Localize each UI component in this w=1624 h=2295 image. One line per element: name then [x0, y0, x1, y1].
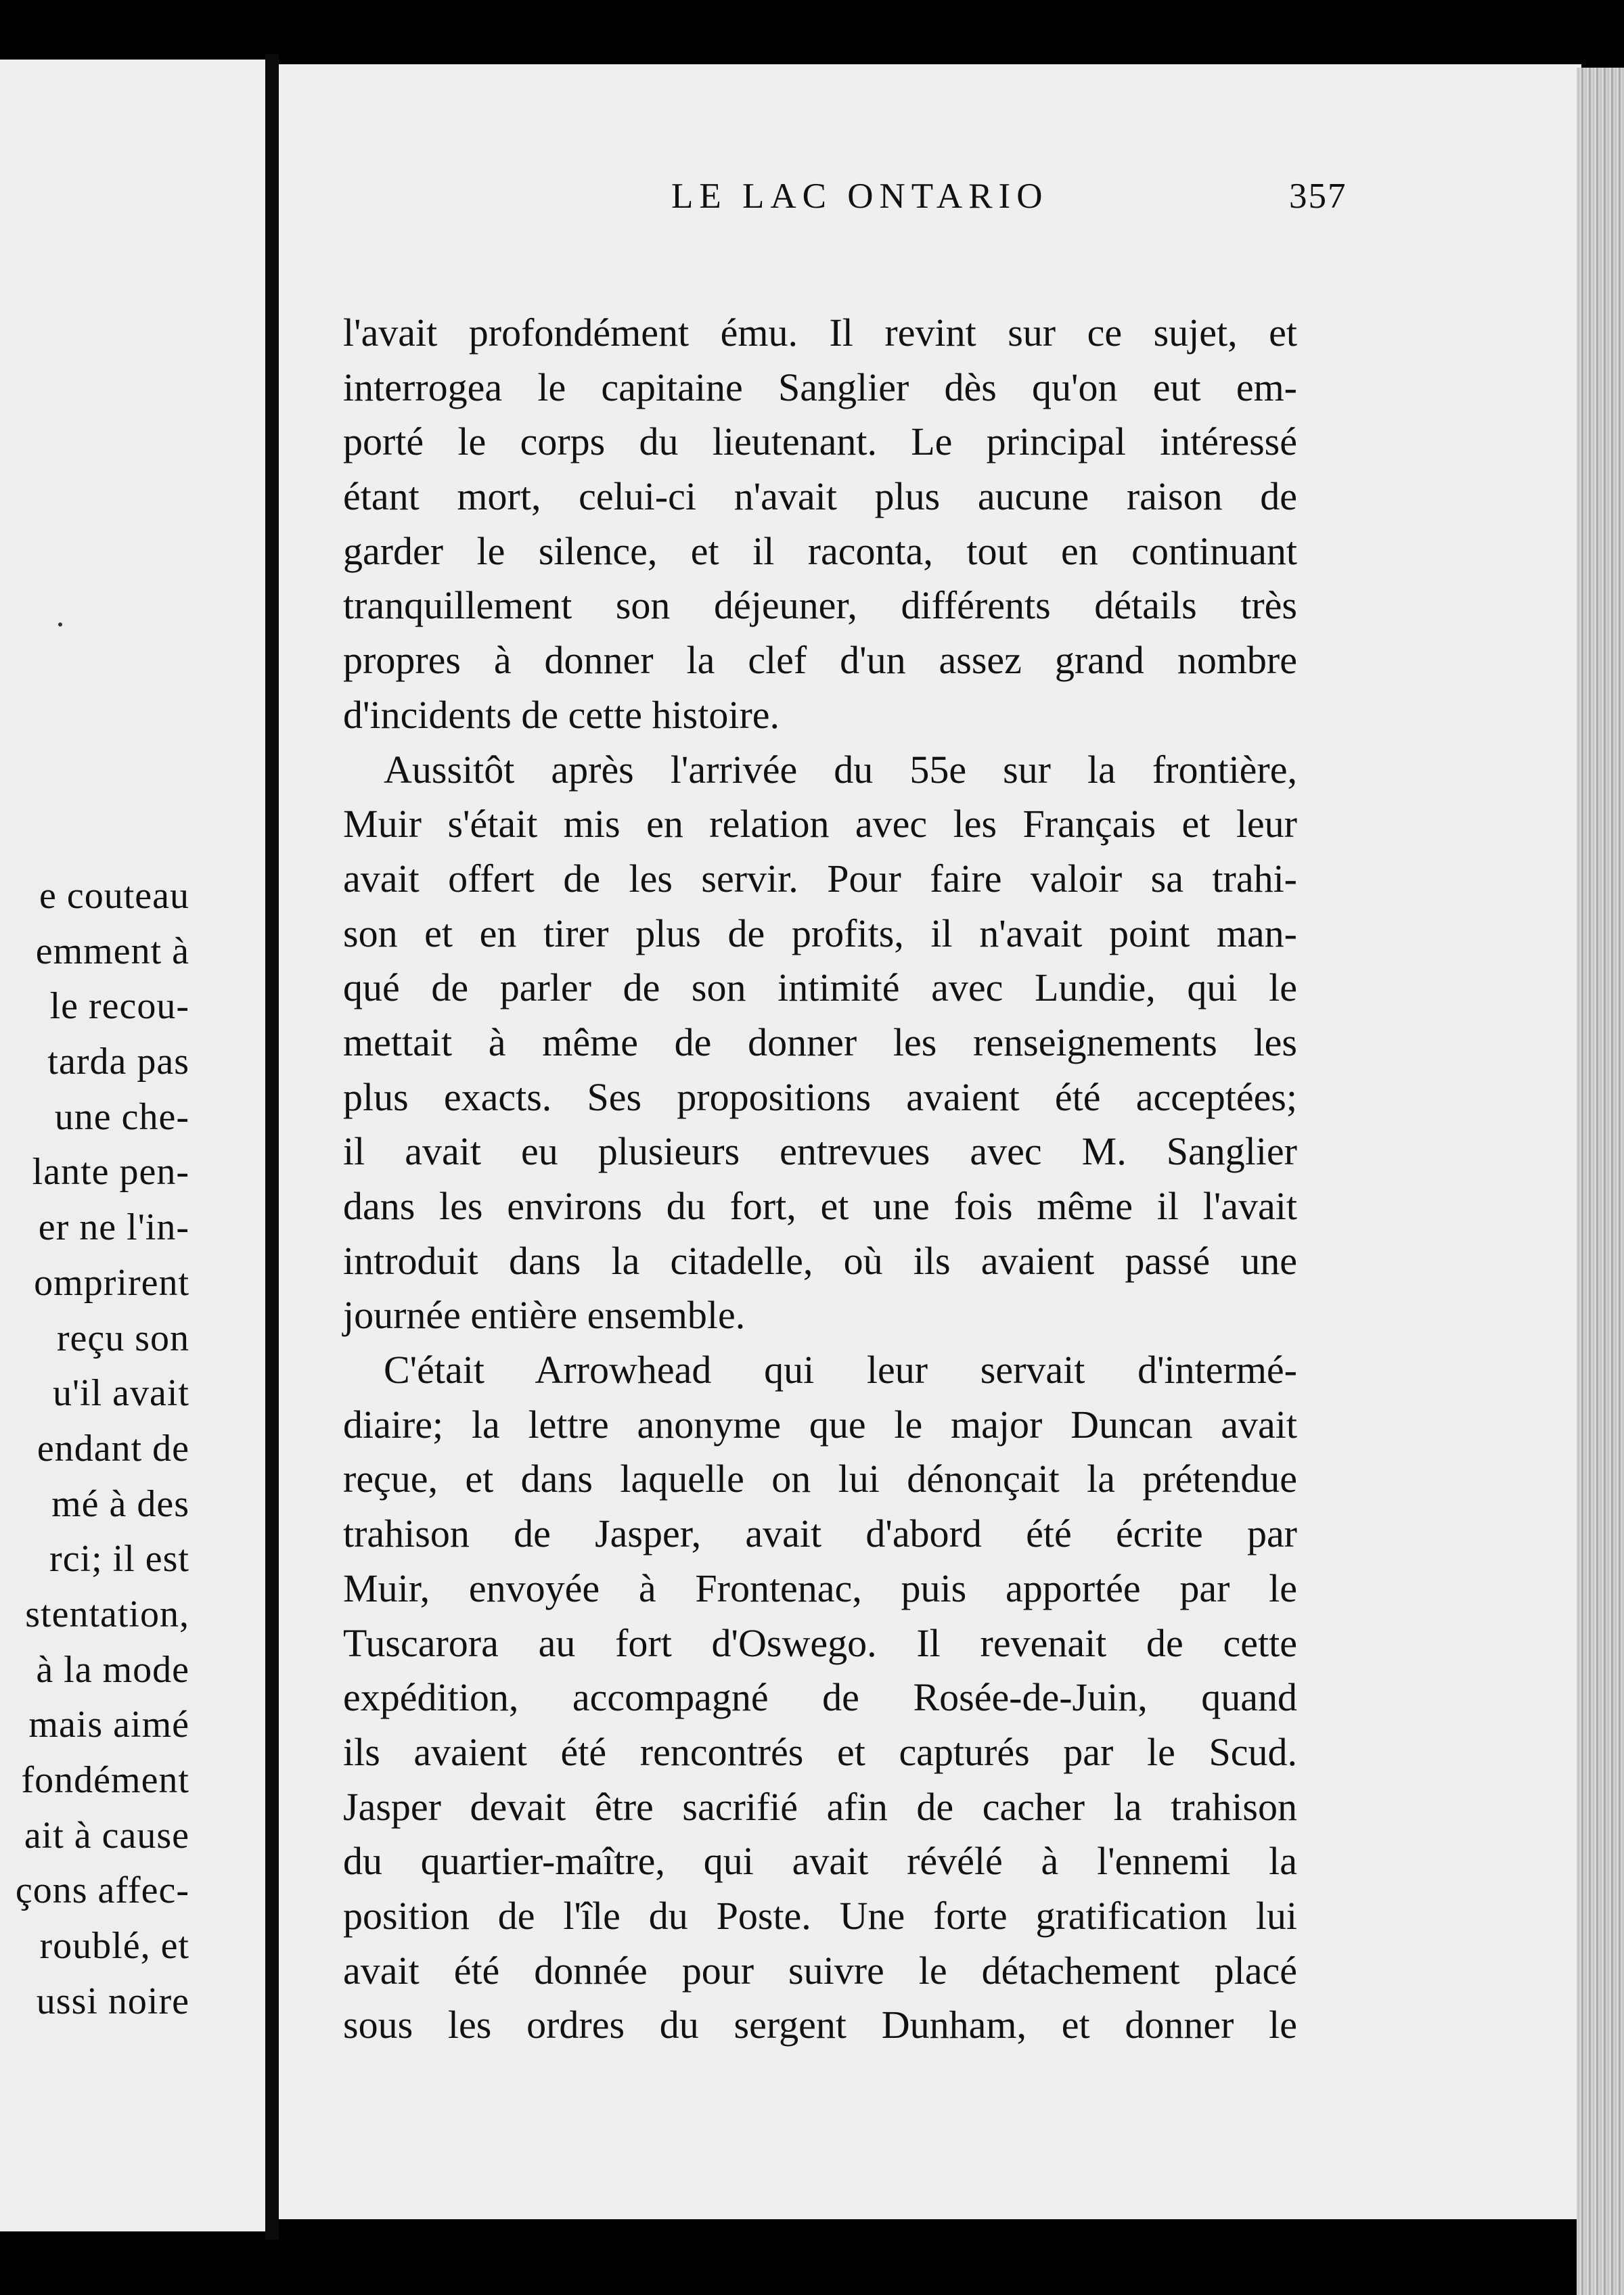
text-line: interrogea le capitaine Sanglier dès qu'on eut em-: [343, 365, 1297, 409]
page-number: 357: [1289, 177, 1347, 216]
text-line: tranquillement son déjeuner, différents détails très: [343, 583, 1297, 628]
text-line: emment à: [35, 930, 189, 972]
text-line: il avait eu plusieurs entrevues avec M. Sanglier: [343, 1129, 1297, 1174]
text-line: ussi noire: [36, 1980, 189, 2022]
text-line: reçu son: [56, 1317, 189, 1359]
text-line: le recou-: [49, 985, 189, 1028]
text-line: journée entière ensemble.: [343, 1293, 746, 1338]
text-line: ait à cause: [24, 1814, 189, 1857]
text-line: mais aimé: [28, 1704, 189, 1746]
text-line: ils avaient été rencontrés et capturés par le Scud.: [343, 1729, 1297, 1774]
text-line: Muir s'était mis en relation avec les Français et leur: [343, 802, 1297, 846]
text-line: du quartier-maître, qui avait révélé à l'ennemi la: [343, 1839, 1297, 1884]
text-line: Muir, envoyée à Frontenac, puis apportée par le: [343, 1566, 1297, 1610]
text-line: à la mode: [36, 1648, 189, 1691]
page-body: [343, 306, 1297, 2053]
running-header: [279, 166, 1581, 227]
previous-page-text: [0, 869, 189, 2029]
text-line: Jasper devait être sacrifié afin de cacher la trahison: [343, 1784, 1297, 1829]
text-line: stentation,: [25, 1593, 189, 1635]
text-line: introduit dans la citadelle, où ils avaient passé une: [343, 1238, 1297, 1283]
text-line: dans les environs du fort, et une fois même il l'avait: [343, 1184, 1297, 1228]
text-line: lante pen-: [32, 1151, 189, 1194]
text-line: Tuscarora au fort d'Oswego. Il revenait de cette: [343, 1620, 1297, 1665]
text-line: sous les ordres du sergent Dunham, et donner le: [343, 2003, 1297, 2047]
text-line: propres à donner la clef d'un assez grand nombre: [343, 638, 1297, 683]
text-line: u'il avait: [52, 1372, 189, 1415]
text-line: expédition, accompagné de Rosée-de-Juin, quand: [343, 1675, 1297, 1720]
text-line: reçue, et dans laquelle on lui dénonçait la prétendue: [343, 1457, 1297, 1501]
text-line: avait été donnée pour suivre le détachement placé: [343, 1948, 1297, 1993]
text-line: roublé, et: [39, 1925, 189, 1968]
text-line: qué de parler de son intimité avec Lundie, qui le: [343, 965, 1297, 1010]
text-line: garder le silence, et il raconta, tout en continuant: [343, 528, 1297, 573]
running-title: LE LAC ONTARIO: [671, 177, 1049, 216]
text-line: rci; il est: [49, 1538, 189, 1581]
text-line: tarda pas: [47, 1041, 189, 1083]
text-line: e couteau: [39, 875, 189, 917]
text-line: trahison de Jasper, avait d'abord été écrite par: [343, 1512, 1297, 1556]
text-line: une che-: [54, 1095, 189, 1138]
text-line: plus exacts. Ses propositions avaient été acceptées;: [343, 1074, 1297, 1119]
text-line: er ne l'in-: [38, 1206, 189, 1249]
current-page: [279, 64, 1581, 2219]
text-line: omprirent: [34, 1261, 189, 1304]
ink-speck: [58, 622, 62, 627]
text-line: fondément: [21, 1759, 189, 1801]
text-line: d'incidents de cette histoire.: [343, 692, 780, 737]
text-line: son et en tirer plus de profits, il n'avait point man-: [343, 911, 1297, 955]
text-line: porté le corps du lieutenant. Le principal intéressé: [343, 419, 1297, 464]
book-gutter: [265, 54, 279, 2240]
text-line: mettait à même de donner les renseignements les: [343, 1020, 1297, 1064]
text-line: étant mort, celui-ci n'avait plus aucune raison de: [343, 474, 1297, 519]
text-line: avait offert de les servir. Pour faire valoir sa trahi-: [343, 856, 1297, 901]
previous-page: [0, 60, 265, 2231]
text-line: Aussitôt après l'arrivée du 55e sur la frontière,: [384, 747, 1297, 792]
text-line: diaire; la lettre anonyme que le major Duncan avait: [343, 1402, 1297, 1447]
text-line: endant de: [37, 1427, 189, 1470]
text-line: C'était Arrowhead qui leur servait d'intermé-: [384, 1348, 1297, 1392]
text-line: çons affec-: [15, 1869, 189, 1912]
text-line: l'avait profondément ému. Il revint sur ce sujet, et: [343, 311, 1297, 355]
page-edge: [1577, 68, 1624, 2295]
text-line: position de l'île du Poste. Une forte gratification lui: [343, 1893, 1297, 1938]
text-line: mé à des: [51, 1482, 189, 1525]
